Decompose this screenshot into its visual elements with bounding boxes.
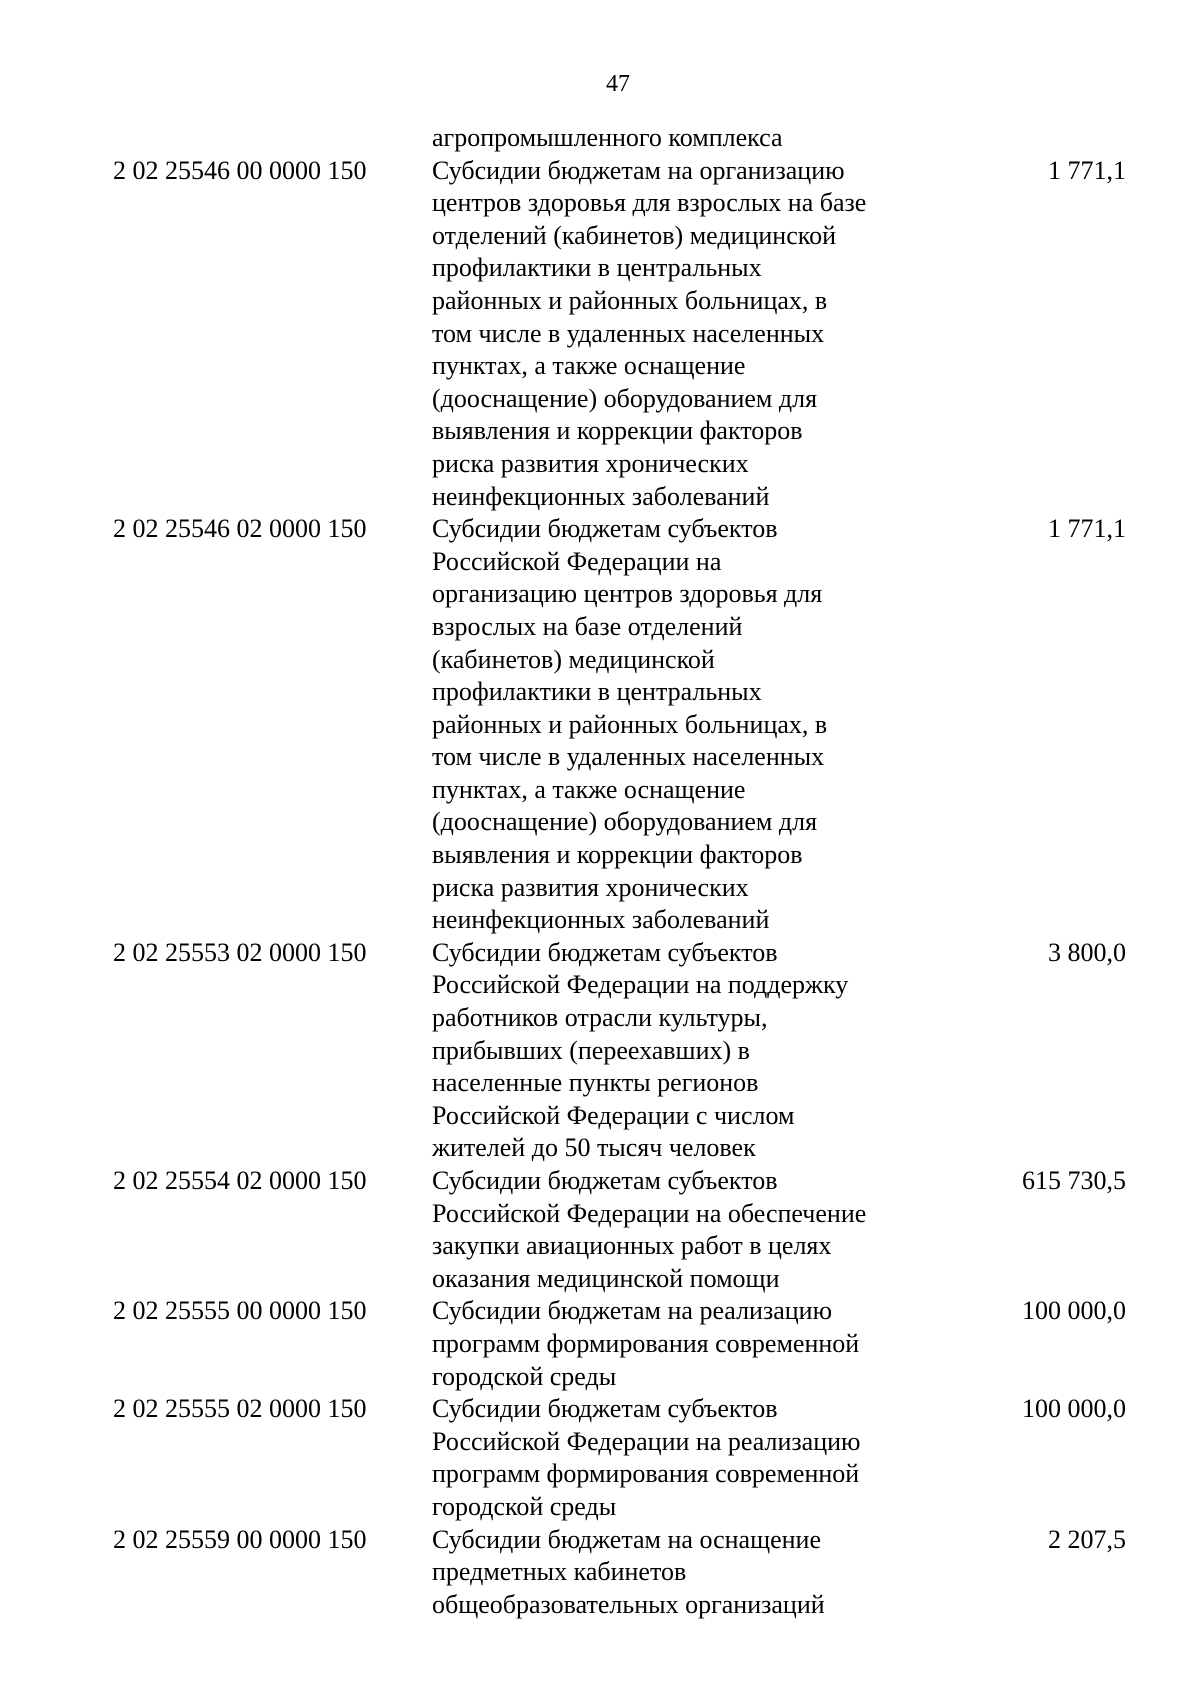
row-description <box>432 122 912 155</box>
amount: 2 207,5 <box>1048 1524 1126 1554</box>
description-line: пунктах, а также оснащение <box>432 774 746 804</box>
description-line: взрослых на базе отделений <box>432 611 743 641</box>
description-line: (кабинетов) медицинской <box>432 644 715 674</box>
amount: 100 000,0 <box>1022 1394 1126 1424</box>
description-line: Российской Федерации на <box>432 546 722 576</box>
description-line: неинфекционных заболеваний <box>432 905 770 935</box>
description-line: отделений (кабинетов) медицинской <box>432 220 836 250</box>
description-line: выявления и коррекции факторов <box>432 840 803 870</box>
description-line: риска развития хронических <box>432 872 749 902</box>
row-description <box>432 1393 912 1523</box>
description-line: Субсидии бюджетам на реализацию <box>432 1296 833 1326</box>
description-line: программ формирования современной <box>432 1328 860 1358</box>
description-line: Субсидии бюджетам субъектов <box>432 937 778 967</box>
description-line: Субсидии бюджетам на организацию <box>432 155 845 185</box>
description-line: профилактики в центральных <box>432 677 762 707</box>
row-description <box>432 513 912 937</box>
amount: 1 771,1 <box>1048 514 1126 544</box>
description-line: (дооснащение) оборудованием для <box>432 383 818 413</box>
description-line: городской среды <box>432 1361 617 1391</box>
description-line: пунктах, а также оснащение <box>432 351 746 381</box>
description-line: предметных кабинетов <box>432 1557 687 1587</box>
description-line: агропромышленного комплекса <box>432 123 783 152</box>
description-line: (дооснащение) оборудованием для <box>432 807 818 837</box>
description-line: районных и районных больницах, в <box>432 709 828 739</box>
row-description <box>432 155 912 514</box>
budget-table <box>0 122 1200 1621</box>
amount: 100 000,0 <box>1022 1296 1126 1326</box>
table-row <box>0 1165 1200 1295</box>
budget-code: 2 02 25553 02 0000 150 <box>113 937 367 967</box>
description-line: выявления и коррекции факторов <box>432 416 803 446</box>
description-line: Субсидии бюджетам на оснащение <box>432 1524 822 1554</box>
table-row <box>0 513 1200 937</box>
description-line: работников отрасли культуры, <box>432 1003 768 1033</box>
description-line: районных и районных больницах, в <box>432 285 828 315</box>
description-line: неинфекционных заболеваний <box>432 481 770 511</box>
row-description <box>432 1524 912 1622</box>
table-row <box>0 1393 1200 1523</box>
description-line: Субсидии бюджетам субъектов <box>432 514 778 544</box>
table-row <box>0 1295 1200 1393</box>
description-line: общеобразовательных организаций <box>432 1589 825 1619</box>
row-description <box>432 1165 912 1295</box>
description-line: Субсидии бюджетам субъектов <box>432 1166 778 1195</box>
amount: 615 730,5 <box>1022 1166 1126 1195</box>
description-line: Российской Федерации на обеспечение <box>432 1198 867 1228</box>
description-line: организацию центров здоровья для <box>432 579 823 609</box>
budget-code: 2 02 25546 00 0000 150 <box>113 155 367 185</box>
amount: 3 800,0 <box>1048 937 1126 967</box>
description-line: программ формирования современной <box>432 1459 860 1489</box>
description-line: закупки авиационных работ в целях <box>432 1231 832 1261</box>
description-line: риска развития хронических <box>432 448 749 478</box>
description-line: Российской Федерации с числом <box>432 1100 795 1130</box>
budget-code: 2 02 25559 00 0000 150 <box>113 1524 367 1554</box>
row-description <box>432 1295 912 1393</box>
description-line: Российской Федерации на поддержку <box>432 970 849 1000</box>
description-line: том числе в удаленных населенных <box>432 742 825 772</box>
row-description <box>432 937 912 1165</box>
description-line: населенные пункты регионов <box>432 1068 759 1098</box>
amount: 1 771,1 <box>1048 155 1126 185</box>
budget-code: 2 02 25555 00 0000 150 <box>113 1296 367 1326</box>
description-line: профилактики в центральных <box>432 253 762 283</box>
table-row <box>0 155 1200 514</box>
page-number: 47 <box>606 71 630 97</box>
table-row <box>0 122 1200 155</box>
description-line: городской среды <box>432 1491 617 1521</box>
budget-code: 2 02 25546 02 0000 150 <box>113 514 367 544</box>
description-line: Российской Федерации на реализацию <box>432 1426 861 1456</box>
table-row <box>0 1524 1200 1622</box>
budget-code: 2 02 25555 02 0000 150 <box>113 1394 367 1424</box>
description-line: оказания медицинской помощи <box>432 1263 780 1293</box>
description-line: жителей до 50 тысяч человек <box>432 1133 756 1163</box>
description-line: центров здоровья для взрослых на базе <box>432 188 867 218</box>
description-line: Субсидии бюджетам субъектов <box>432 1394 778 1424</box>
table-row <box>0 937 1200 1165</box>
budget-code: 2 02 25554 02 0000 150 <box>113 1166 367 1195</box>
description-line: прибывших (переехавших) в <box>432 1035 750 1065</box>
description-line: том числе в удаленных населенных <box>432 318 825 348</box>
